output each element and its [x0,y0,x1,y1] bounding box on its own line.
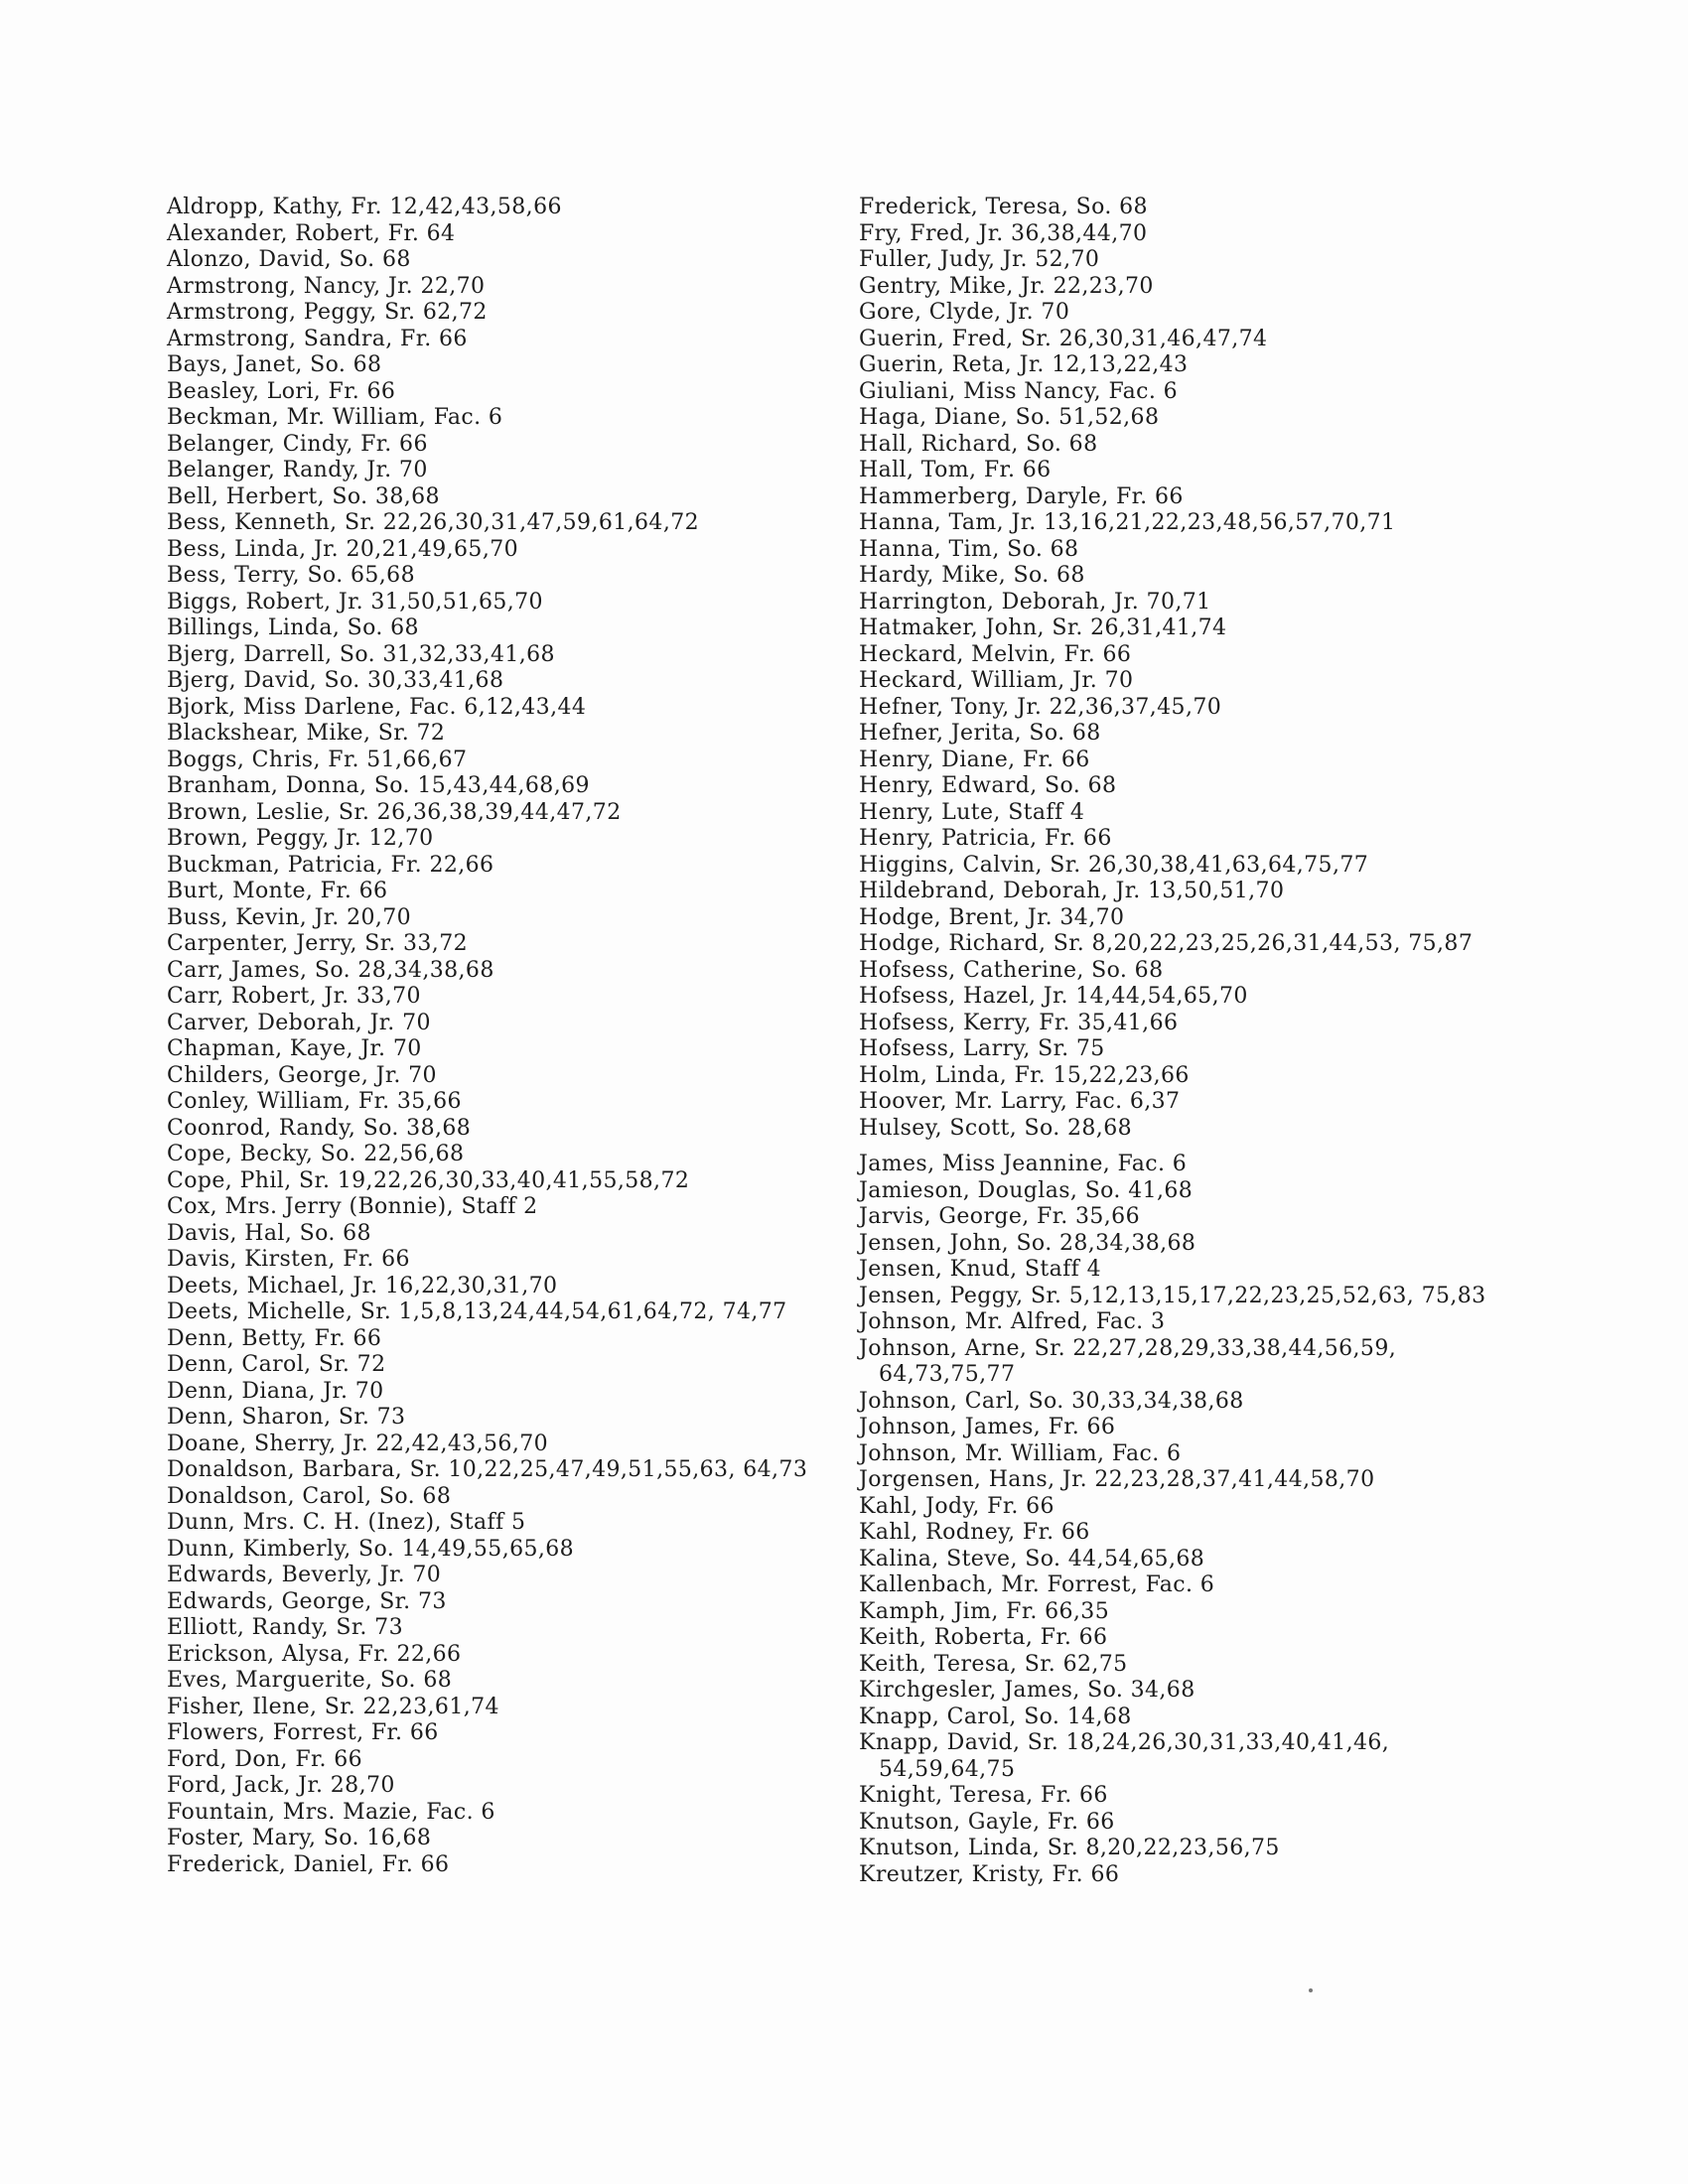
index-entry: Guerin, Reta, Jr. 12,13,22,43 [859,352,1189,377]
index-entry: Harrington, Deborah, Jr. 70,71 [859,589,1211,614]
index-entry: Hefner, Jerita, So. 68 [859,721,1101,746]
index-entry: Hammerberg, Daryle, Fr. 66 [859,483,1184,509]
index-entry: Keith, Roberta, Fr. 66 [859,1625,1108,1650]
index-entry: Hofsess, Catherine, So. 68 [859,957,1164,983]
index-entry: Dunn, Kimberly, So. 14,49,55,65,68 [167,1536,575,1562]
index-entry: Carr, James, So. 28,34,38,68 [167,957,494,983]
index-entry: Aldropp, Kathy, Fr. 12,42,43,58,66 [167,195,562,219]
index-entry: Hardy, Mike, So. 68 [859,563,1085,588]
index-entry: Bell, Herbert, So. 38,68 [167,483,440,509]
index-entry: Kamph, Jim, Fr. 66,35 [859,1598,1110,1624]
index-entry: Beckman, Mr. William, Fac. 6 [167,405,503,430]
index-entry: Buckman, Patricia, Fr. 22,66 [167,852,494,878]
index-entry: Armstrong, Nancy, Jr. 22,70 [167,273,486,299]
index-entry: Hulsey, Scott, So. 28,68 [859,1115,1132,1141]
index-entry: Hodge, Brent, Jr. 34,70 [859,904,1125,930]
index-entry: Buss, Kevin, Jr. 20,70 [167,904,412,930]
index-entry: Armstrong, Peggy, Sr. 62,72 [167,300,488,325]
index-entry: Hall, Tom, Fr. 66 [859,458,1052,482]
index-entry: Knutson, Linda, Sr. 8,20,22,23,56,75 [859,1836,1280,1860]
index-entry: Johnson, James, Fr. 66 [859,1415,1116,1439]
index-entry: Johnson, Mr. Alfred, Fac. 3 [859,1309,1166,1334]
index-entry: Holm, Linda, Fr. 15,22,23,66 [859,1062,1190,1088]
page-speck [1309,1988,1313,1992]
index-entry: Cox, Mrs. Jerry (Bonnie), Staff 2 [167,1194,538,1219]
index-entry: Henry, Edward, So. 68 [859,773,1117,798]
index-entry: Hefner, Tony, Jr. 22,36,37,45,70 [859,694,1222,720]
index-entry: Kreutzer, Kristy, Fr. 66 [859,1861,1120,1887]
index-right-column [859,195,1514,1888]
index-entry: Jensen, Peggy, Sr. 5,12,13,15,17,22,23,25,52,63, 75,83 [859,1283,1486,1308]
index-entry: Fisher, Ilene, Sr. 22,23,61,74 [167,1694,499,1719]
index-entry: Belanger, Randy, Jr. 70 [167,458,428,482]
index-entry: Flowers, Forrest, Fr. 66 [167,1720,439,1745]
index-entry: Brown, Peggy, Jr. 12,70 [167,826,434,851]
index-entry: Erickson, Alysa, Fr. 22,66 [167,1641,462,1667]
index-entry: Dunn, Mrs. C. H. (Inez), Staff 5 [167,1510,526,1535]
index-entry: Knight, Teresa, Fr. 66 [859,1783,1108,1808]
index-entry: Kahl, Rodney, Fr. 66 [859,1520,1090,1545]
index-entry: Ford, Don, Fr. 66 [167,1746,363,1772]
index-entry: Gentry, Mike, Jr. 22,23,70 [859,273,1154,299]
index-entry: Donaldson, Carol, So. 68 [167,1483,452,1509]
index-entry: Hall, Richard, So. 68 [859,431,1098,457]
index-entry: Heckard, Melvin, Fr. 66 [859,641,1132,667]
index-entry: Beasley, Lori, Fr. 66 [167,378,396,404]
index-entry: Denn, Diana, Jr. 70 [167,1378,384,1404]
index-entry: Bjork, Miss Darlene, Fac. 6,12,43,44 [167,694,587,720]
index-entry: Johnson, Mr. William, Fac. 6 [859,1440,1182,1466]
index-entry: Blackshear, Mike, Sr. 72 [167,721,446,746]
index-entry: Belanger, Cindy, Fr. 66 [167,431,428,457]
index-entry: Conley, William, Fr. 35,66 [167,1089,462,1114]
index-entry: Gore, Clyde, Jr. 70 [859,300,1070,325]
index-entry: Frederick, Daniel, Fr. 66 [167,1851,450,1877]
index-entry: Burt, Monte, Fr. 66 [167,879,388,903]
index-entry: Haga, Diane, So. 51,52,68 [859,405,1160,430]
index-entry: Alexander, Robert, Fr. 64 [167,220,456,246]
index-entry: Hoover, Mr. Larry, Fac. 6,37 [859,1089,1181,1114]
index-entry: Donaldson, Barbara, Sr. 10,22,25,47,49,51,55,63, 64,73 [167,1457,808,1482]
index-entry: Alonzo, David, So. 68 [167,247,411,272]
index-entry: Foster, Mary, So. 16,68 [167,1826,432,1850]
index-entry: Hofsess, Larry, Sr. 75 [859,1036,1105,1061]
index-entry: Bays, Janet, So. 68 [167,352,382,377]
index-entry: Hanna, Tam, Jr. 13,16,21,22,23,48,56,57,70,71 [859,510,1396,535]
index-entry: Jarvis, George, Fr. 35,66 [859,1204,1140,1229]
index-entry: Chapman, Kaye, Jr. 70 [167,1036,422,1061]
index-entry: Elliott, Randy, Sr. 73 [167,1615,403,1640]
index-left-column [167,195,822,1878]
index-entry: Carpenter, Jerry, Sr. 33,72 [167,931,468,956]
index-entry: Giuliani, Miss Nancy, Fac. 6 [859,378,1179,404]
index-entry: Hofsess, Kerry, Fr. 35,41,66 [859,1010,1179,1035]
index-entry: Knutson, Gayle, Fr. 66 [859,1809,1115,1835]
index-entry: Ford, Jack, Jr. 28,70 [167,1773,395,1798]
index-entry: Denn, Betty, Fr. 66 [167,1325,382,1351]
index-entry: Childers, George, Jr. 70 [167,1062,437,1088]
index-entry: Kirchgesler, James, So. 34,68 [859,1678,1196,1703]
index-entry: Fuller, Judy, Jr. 52,70 [859,247,1100,272]
index-entry: Jensen, Knud, Staff 4 [859,1257,1102,1282]
index-entry: Bjerg, David, So. 30,33,41,68 [167,668,504,693]
index-entry: Higgins, Calvin, Sr. 26,30,38,41,63,64,75,77 [859,852,1369,878]
index-entry: Keith, Teresa, Sr. 62,75 [859,1651,1128,1677]
index-entry: Bjerg, Darrell, So. 31,32,33,41,68 [167,641,555,667]
index-entry: Bess, Terry, So. 65,68 [167,563,415,588]
index-entry: Knapp, Carol, So. 14,68 [859,1704,1132,1729]
index-entry: Henry, Diane, Fr. 66 [859,747,1090,772]
index-entry: Frederick, Teresa, So. 68 [859,195,1148,219]
index-entry: Armstrong, Sandra, Fr. 66 [167,326,468,351]
index-entry: Henry, Patricia, Fr. 66 [859,826,1112,851]
index-entry: Knapp, David, Sr. 18,24,26,30,31,33,40,41,46, 54,59,64,75 [859,1730,1390,1782]
index-entry: Fountain, Mrs. Mazie, Fac. 6 [167,1799,495,1825]
index-entry: Johnson, Carl, So. 30,33,34,38,68 [859,1388,1244,1414]
index-entry: Guerin, Fred, Sr. 26,30,31,46,47,74 [859,326,1268,351]
index-entry: Kallenbach, Mr. Forrest, Fac. 6 [859,1572,1215,1597]
index-entry: Hanna, Tim, So. 68 [859,536,1079,562]
index-entry: Denn, Carol, Sr. 72 [167,1352,386,1377]
index-entry: Carver, Deborah, Jr. 70 [167,1010,431,1035]
index-entry: Cope, Phil, Sr. 19,22,26,30,33,40,41,55,58,72 [167,1167,690,1193]
index-entry: Cope, Becky, So. 22,56,68 [167,1142,465,1166]
index-entry: Edwards, George, Sr. 73 [167,1588,447,1614]
index-entry: Hofsess, Hazel, Jr. 14,44,54,65,70 [859,984,1248,1009]
index-entry: Coonrod, Randy, So. 38,68 [167,1115,472,1141]
index-entry: Jorgensen, Hans, Jr. 22,23,28,37,41,44,58,70 [859,1467,1375,1492]
index-entry: Edwards, Beverly, Jr. 70 [167,1563,442,1587]
index-entry: Jamieson, Douglas, So. 41,68 [859,1177,1194,1203]
index-entry: Billings, Linda, So. 68 [167,615,419,640]
index-entry: Hatmaker, John, Sr. 26,31,41,74 [859,615,1227,640]
index-entry: Denn, Sharon, Sr. 73 [167,1405,406,1430]
index-entry: Jensen, John, So. 28,34,38,68 [859,1230,1196,1256]
index-entry: Davis, Kirsten, Fr. 66 [167,1247,410,1272]
index-entry: Biggs, Robert, Jr. 31,50,51,65,70 [167,589,543,614]
index-entry: Deets, Michelle, Sr. 1,5,8,13,24,44,54,61,64,72, 74,77 [167,1299,787,1324]
index-entry: Johnson, Arne, Sr. 22,27,28,29,33,38,44,56,59, 64,73,75,77 [859,1335,1397,1387]
index-entry: Hildebrand, Deborah, Jr. 13,50,51,70 [859,879,1285,903]
index-entry: Hodge, Richard, Sr. 8,20,22,23,25,26,31,44,53, 75,87 [859,931,1474,956]
index-entry: Kahl, Jody, Fr. 66 [859,1493,1055,1519]
index-entry: Boggs, Chris, Fr. 51,66,67 [167,747,468,772]
index-entry: Brown, Leslie, Sr. 26,36,38,39,44,47,72 [167,799,622,825]
index-entry: Kalina, Steve, So. 44,54,65,68 [859,1546,1205,1571]
index-entry: James, Miss Jeannine, Fac. 6 [859,1152,1188,1176]
index-entry: Heckard, William, Jr. 70 [859,668,1134,693]
index-entry: Bess, Linda, Jr. 20,21,49,65,70 [167,536,519,562]
index-entry: Doane, Sherry, Jr. 22,42,43,56,70 [167,1431,549,1456]
index-entry: Henry, Lute, Staff 4 [859,799,1085,825]
index-entry: Eves, Marguerite, So. 68 [167,1668,453,1693]
index-entry: Bess, Kenneth, Sr. 22,26,30,31,47,59,61,64,72 [167,510,700,535]
index-entry: Fry, Fred, Jr. 36,38,44,70 [859,220,1148,246]
index-entry: Davis, Hal, So. 68 [167,1220,371,1246]
index-entry: Branham, Donna, So. 15,43,44,68,69 [167,773,590,798]
index-entry: Carr, Robert, Jr. 33,70 [167,984,421,1009]
index-entry: Deets, Michael, Jr. 16,22,30,31,70 [167,1273,558,1298]
